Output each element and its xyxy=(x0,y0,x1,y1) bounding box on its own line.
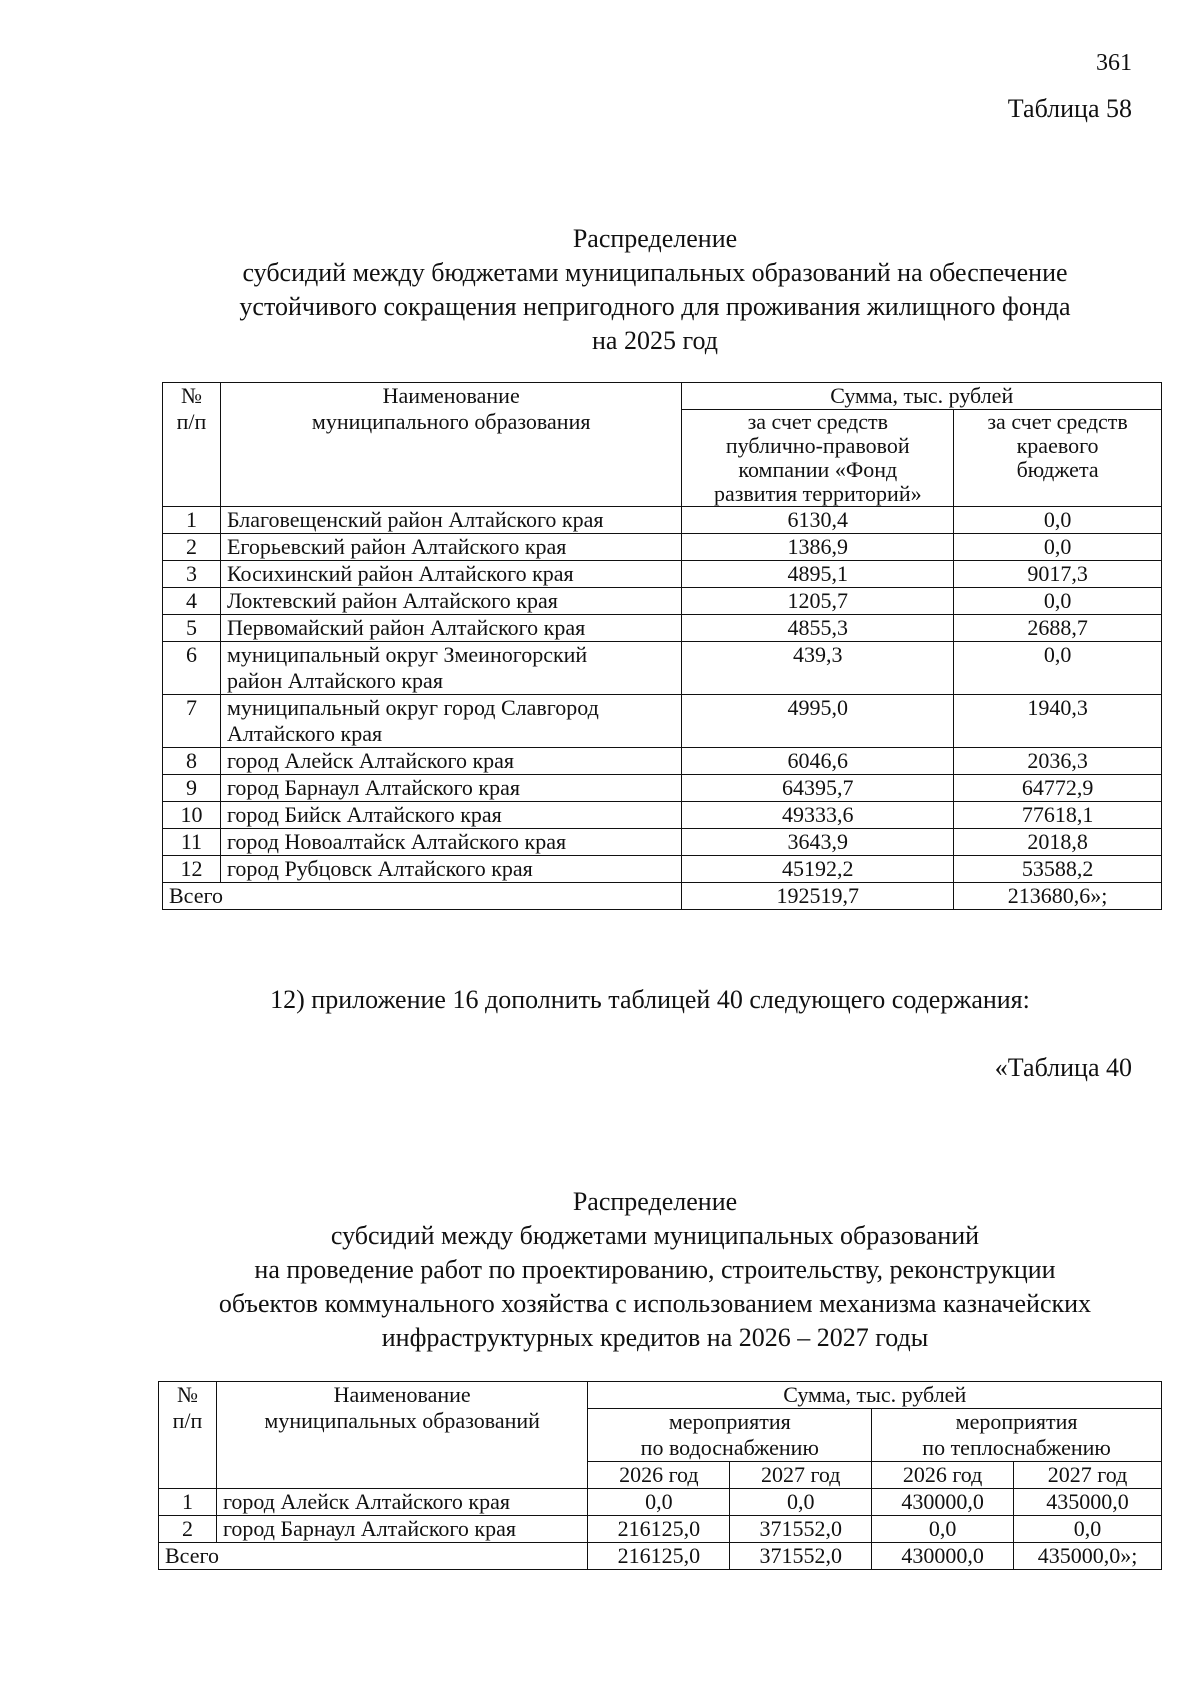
table-58-title xyxy=(150,222,1160,358)
total-row xyxy=(159,1543,1162,1570)
title-line: объектов коммунального хозяйства с использованием механизма казначейских xyxy=(218,1289,1092,1318)
fund-amount: 49333,6 xyxy=(682,802,954,829)
row-number: 6 xyxy=(163,642,221,695)
header-water: мероприятия по водоснабжению xyxy=(588,1409,872,1462)
water-2027-amount: 0,0 xyxy=(730,1489,872,1516)
row-number: 7 xyxy=(163,695,221,748)
table-40-label: «Таблица 40 xyxy=(994,1053,1132,1082)
municipality-name: Егорьевский район Алтайского края xyxy=(220,534,681,561)
title-line: субсидий между бюджетами муниципальных образований xyxy=(330,1221,980,1250)
water-2027-amount: 371552,0 xyxy=(730,1516,872,1543)
title-line: на 2025 год xyxy=(592,326,718,355)
table-40-title xyxy=(150,1185,1160,1355)
row-number: 12 xyxy=(163,856,221,883)
total-heat-2026: 430000,0 xyxy=(872,1543,1014,1570)
heat-2027-amount: 435000,0 xyxy=(1014,1489,1162,1516)
fund-amount: 4995,0 xyxy=(682,695,954,748)
regional-amount: 1940,3 xyxy=(954,695,1162,748)
water-2026-amount: 216125,0 xyxy=(588,1516,730,1543)
header-water-2027: 2027 год xyxy=(730,1462,872,1489)
municipality-name: город Алейск Алтайского края xyxy=(220,748,681,775)
row-number: 2 xyxy=(159,1516,217,1543)
total-heat-2027: 435000,0»; xyxy=(1014,1543,1162,1570)
total-label: Всего xyxy=(159,1543,588,1570)
row-number: 11 xyxy=(163,829,221,856)
regional-amount: 2018,8 xyxy=(954,829,1162,856)
municipality-name: Благовещенский район Алтайского края xyxy=(220,507,681,534)
header-name: Наименование муниципальных образований xyxy=(216,1382,587,1489)
fund-amount: 4855,3 xyxy=(682,615,954,642)
table-row xyxy=(163,588,1162,615)
municipality-name: муниципальный округ город Славгород Алтайского края xyxy=(220,695,681,748)
row-number: 3 xyxy=(163,561,221,588)
header-sum: Сумма, тыс. рублей xyxy=(682,383,1162,410)
table-row xyxy=(163,748,1162,775)
table-58-label: Таблица 58 xyxy=(1007,94,1132,123)
fund-amount: 1205,7 xyxy=(682,588,954,615)
municipality-name: Локтевский район Алтайского края xyxy=(220,588,681,615)
header-name: Наименование муниципального образования xyxy=(220,383,681,507)
header-num: № п/п xyxy=(163,383,221,507)
row-number: 1 xyxy=(159,1489,217,1516)
header-heat: мероприятия по теплоснабжению xyxy=(872,1409,1162,1462)
heat-2026-amount: 430000,0 xyxy=(872,1489,1014,1516)
title-line: устойчивого сокращения непригодного для проживания жилищного фонда xyxy=(239,292,1071,321)
table-row xyxy=(163,507,1162,534)
table-row xyxy=(159,1516,1162,1543)
title-line: инфраструктурных кредитов на 2026 – 2027 годы xyxy=(381,1323,929,1352)
header-fund: за счет средств публично-правовой компании «Фонд развития территорий» xyxy=(682,410,954,507)
municipality-name: город Бийск Алтайского края xyxy=(220,802,681,829)
table-row xyxy=(163,856,1162,883)
row-number: 5 xyxy=(163,615,221,642)
fund-amount: 6130,4 xyxy=(682,507,954,534)
table-40 xyxy=(158,1381,1162,1570)
header-sum: Сумма, тыс. рублей xyxy=(588,1382,1162,1409)
municipality-name: город Барнаул Алтайского края xyxy=(216,1516,587,1543)
row-number: 2 xyxy=(163,534,221,561)
row-number: 1 xyxy=(163,507,221,534)
regional-amount: 64772,9 xyxy=(954,775,1162,802)
fund-amount: 45192,2 xyxy=(682,856,954,883)
title-line: субсидий между бюджетами муниципальных образований на обеспечение xyxy=(242,258,1068,287)
total-regional-amount: 213680,6»; xyxy=(954,883,1162,910)
municipality-name: город Рубцовск Алтайского края xyxy=(220,856,681,883)
total-label: Всего xyxy=(163,883,682,910)
row-number: 10 xyxy=(163,802,221,829)
total-water-2026: 216125,0 xyxy=(588,1543,730,1570)
total-fund-amount: 192519,7 xyxy=(682,883,954,910)
fund-amount: 6046,6 xyxy=(682,748,954,775)
fund-amount: 3643,9 xyxy=(682,829,954,856)
municipality-name: Косихинский район Алтайского края xyxy=(220,561,681,588)
regional-amount: 0,0 xyxy=(954,507,1162,534)
fund-amount: 439,3 xyxy=(682,642,954,695)
total-row xyxy=(163,883,1162,910)
regional-amount: 2688,7 xyxy=(954,615,1162,642)
regional-amount: 77618,1 xyxy=(954,802,1162,829)
header-heat-2026: 2026 год xyxy=(872,1462,1014,1489)
table-row xyxy=(163,615,1162,642)
table-58 xyxy=(162,382,1162,910)
regional-amount: 0,0 xyxy=(954,642,1162,695)
total-water-2027: 371552,0 xyxy=(730,1543,872,1570)
page-number: 361 xyxy=(1096,50,1132,76)
municipality-name: Первомайский район Алтайского края xyxy=(220,615,681,642)
header-num: № п/п xyxy=(159,1382,217,1489)
regional-amount: 9017,3 xyxy=(954,561,1162,588)
municipality-name: город Новоалтайск Алтайского края xyxy=(220,829,681,856)
header-regional: за счет средств краевого бюджета xyxy=(954,410,1162,507)
table-row xyxy=(163,802,1162,829)
regional-amount: 0,0 xyxy=(954,534,1162,561)
row-number: 8 xyxy=(163,748,221,775)
row-number: 4 xyxy=(163,588,221,615)
row-number: 9 xyxy=(163,775,221,802)
header-water-2026: 2026 год xyxy=(588,1462,730,1489)
table-row xyxy=(163,775,1162,802)
heat-2026-amount: 0,0 xyxy=(872,1516,1014,1543)
heat-2027-amount: 0,0 xyxy=(1014,1516,1162,1543)
municipality-name: город Барнаул Алтайского края xyxy=(220,775,681,802)
title-line: Распределение xyxy=(572,224,738,253)
municipality-name: муниципальный округ Змеиногорский район Алтайского края xyxy=(220,642,681,695)
fund-amount: 64395,7 xyxy=(682,775,954,802)
title-line: Распределение xyxy=(572,1187,738,1216)
header-heat-2027: 2027 год xyxy=(1014,1462,1162,1489)
regional-amount: 53588,2 xyxy=(954,856,1162,883)
municipality-name: город Алейск Алтайского края xyxy=(216,1489,587,1516)
table-row xyxy=(163,534,1162,561)
amendment-note: 12) приложение 16 дополнить таблицей 40 следующего содержания: xyxy=(270,985,1030,1014)
fund-amount: 1386,9 xyxy=(682,534,954,561)
table-row xyxy=(163,695,1162,748)
table-row xyxy=(163,642,1162,695)
title-line: на проведение работ по проектированию, строительству, реконструкции xyxy=(254,1255,1056,1284)
table-row xyxy=(159,1489,1162,1516)
regional-amount: 2036,3 xyxy=(954,748,1162,775)
table-row xyxy=(163,561,1162,588)
water-2026-amount: 0,0 xyxy=(588,1489,730,1516)
table-row xyxy=(163,829,1162,856)
regional-amount: 0,0 xyxy=(954,588,1162,615)
fund-amount: 4895,1 xyxy=(682,561,954,588)
